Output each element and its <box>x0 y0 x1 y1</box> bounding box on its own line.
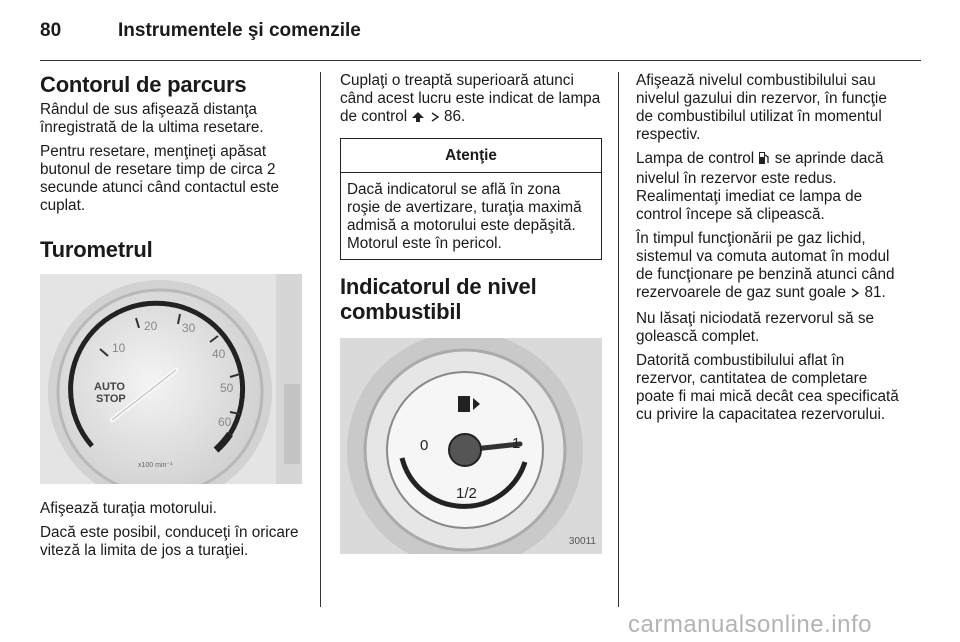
auto-label: AUTO <box>94 381 125 393</box>
odometer-paragraph-1: Rândul de sus afişează distanţa înregistrată de la ultima resetare. <box>40 101 264 136</box>
fuel-gauge-illustration <box>340 338 602 554</box>
fuel-paragraph-3 <box>636 230 906 304</box>
gear-hint-paragraph <box>340 72 602 128</box>
column-3 <box>636 72 906 430</box>
tachometer-heading: Turometrul <box>40 237 153 262</box>
odometer-heading: Contorul de parcurs <box>40 72 247 97</box>
tachometer-paragraph-1: Afişează turaţia motorului. <box>40 500 217 517</box>
fuel-p3-text: În timpul funcţionării pe gaz lichid, sistemul va comuta automat în modul de funcţionare pe benzină atunci când rezervoarele de gaz sunt goale <box>636 230 895 301</box>
tach-unit-label: x100 min⁻¹ <box>138 462 173 469</box>
tachometer-paragraph-2: Dacă este posibil, conduceţi în oricare viteză la limita de jos a turaţiei. <box>40 524 299 559</box>
photo-code: 30011 <box>568 536 596 547</box>
fuel-paragraph-4: Nu lăsaţi niciodată rezervorul să se golească complet. <box>636 310 875 345</box>
fuel-p3-ref: 81. <box>864 284 886 301</box>
column-divider-2 <box>618 72 619 607</box>
tach-label-50: 50 <box>220 381 234 395</box>
page-header <box>40 20 920 46</box>
warning-title: Atenţie <box>341 139 601 173</box>
tach-label-30: 30 <box>182 321 196 335</box>
fuel-gauge-heading: Indicatorul de nivel combustibil <box>340 274 537 324</box>
fuel-p2-before: Lampa de control <box>636 150 755 167</box>
gear-hint-page-ref: 86. <box>443 108 466 125</box>
page-ref-icon <box>430 110 440 128</box>
warning-box <box>340 138 602 260</box>
tach-label-40: 40 <box>212 347 226 361</box>
fuel-label-half: 1/2 <box>456 485 477 502</box>
watermark: carmanualsonline.info <box>628 611 872 638</box>
column-divider-1 <box>320 72 321 607</box>
fuel-p2-after: se aprinde dacă nivelul în rezervor este redus. Realimentaţi imediat ce lampa de control începe să clipească. <box>636 150 884 223</box>
tachometer-illustration <box>40 274 302 484</box>
fuel-paragraph-2 <box>636 150 906 224</box>
fuel-paragraph-1: Afişează nivelul combustibilului sau nivelul gazului din rezervor, în funcţie de combustibilul utilizat în momentul respectiv. <box>636 72 887 143</box>
fuel-label-empty: 0 <box>420 437 429 454</box>
gear-hint-text: Cuplaţi o treaptă superioară atunci când acest lucru este indicat de lampa de control <box>340 72 601 125</box>
odometer-paragraph-2: Pentru resetare, menţineţi apăsat butonul de resetare timp de circa 2 secunde atunci când contactul este cuplat. <box>40 143 279 214</box>
tach-label-10: 10 <box>112 341 126 355</box>
column-2 <box>340 72 602 554</box>
page-title: Instrumentele şi comenzile <box>118 20 361 41</box>
fuel-label-full: 1 <box>512 435 521 452</box>
page-number: 80 <box>40 20 62 41</box>
stop-label: STOP <box>96 393 126 405</box>
header-rule <box>40 60 921 61</box>
warning-body: Dacă indicatorul se află în zona roşie de avertizare, turaţia maximă admisă a motorului este depăşită. Motorul este în pericol. <box>347 181 582 252</box>
fuel-paragraph-5: Datorită combustibilului aflat în rezervor, cantitatea de completare poate fi mai mică decât cea specificată cu privire la capacitatea rezervorului. <box>636 352 899 423</box>
tach-label-60: 60 <box>218 415 232 429</box>
column-1 <box>40 72 308 566</box>
tach-label-20: 20 <box>144 319 158 333</box>
shift-indicator-icon <box>411 110 425 128</box>
page-ref-icon <box>850 286 860 304</box>
tachometer-gauge-icon <box>40 274 302 484</box>
fuel-pump-icon <box>758 151 770 170</box>
fuel-gauge-icon <box>340 338 602 554</box>
